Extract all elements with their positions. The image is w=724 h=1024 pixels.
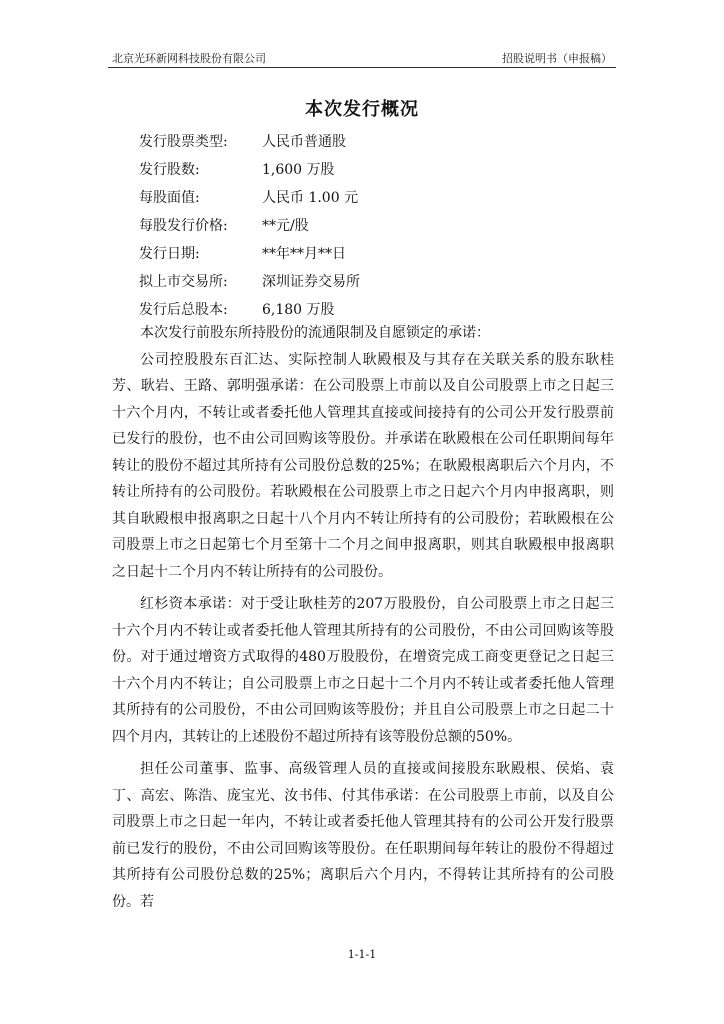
info-label: 发行股数: [139, 162, 200, 178]
executives-commitment-paragraph: 担任公司董事、监事、高级管理人员的直接或间接股东耿殿根、侯焰、袁丁、高宏、陈浩、庞宝光、汝书伟、付其伟承诺：在公司股票上市前，以及自公司股票上市之日起一年内，不转让或者委托他人管理其持有的公司公开发行股票前已发行的股份，不由公司回购该等股份。在任职期间每年转让的股份不得超过其所持有公司股份总数的25%；离职后六个月内，不得转让其所持有的公司股份。若 [112, 761, 614, 910]
info-value: 人民币 1.00 元 [262, 190, 359, 206]
info-row-par-value [139, 184, 589, 212]
info-row-stock-type [139, 128, 589, 156]
info-row-issue-price [139, 212, 589, 240]
lockup-intro-paragraph: 本次发行前股东所持股份的流通限制及自愿锁定的承诺： [140, 325, 490, 341]
info-value: 深圳证券交易所 [262, 274, 360, 290]
info-label: 发行股票类型: [139, 134, 228, 150]
page-title: 本次发行概况 [305, 99, 419, 120]
controlling-shareholder-commitment-paragraph: 公司控股股东百汇达、实际控制人耿殿根及与其存在关联关系的股东耿桂芳、耿岩、王路、郭明强承诺：在公司股票上市前以及自公司股票上市之日起三十六个月内，不转让或者委托他人管理其直接或间接持有的公司公开发行股票前已发行的股份，也不由公司回购该等股份。并承诺在耿殿根在公司任职期间每年转让的股份不超过其所持有公司股份总数的25%；在耿殿根离职后六个月内，不转让所持有的公司股份。若耿殿根在公司股票上市之日起六个月内申报离职，则其自耿殿根申报离职之日起十八个月内不转让所持有的公司股份；若耿殿根在公司股票上市之日起第七个月至第十二个月之间申报离职，则其自耿殿根申报离职之日起十二个月内不转让所持有的公司股份。 [112, 351, 614, 580]
info-row-exchange [139, 268, 589, 296]
info-value: 人民币普通股 [262, 134, 346, 150]
info-label: 发行后总股本: [139, 302, 228, 318]
header-document-type: 招股说明书（申报稿） [502, 52, 612, 65]
info-label: 每股发行价格: [139, 218, 228, 234]
info-value: 6,180 万股 [262, 302, 335, 318]
page-number: 1-1-1 [347, 948, 377, 961]
info-label: 拟上市交易所: [139, 274, 228, 290]
info-row-issue-date [139, 240, 589, 268]
info-value: **年**月**日 [262, 246, 346, 262]
info-value: 1,600 万股 [262, 162, 335, 178]
info-value: **元/股 [262, 218, 309, 234]
sequoia-capital-commitment-paragraph: 红杉资本承诺：对于受让耿桂芳的207万股股份，自公司股票上市之日起三十六个月内不转让或者委托他人管理其所持有的公司股份，不由公司回购该等股份。对于通过增资方式取得的480万股股份，在增资完成工商变更登记之日起三十六个月内不转让；自公司股票上市之日起十二个月内不转让或者委托他人管理其所持有的公司股份，不由公司回购该等股份；并且自公司股票上市之日起二十四个月内，其转让的上述股份不超过所持有该等股份总额的50%。 [112, 596, 614, 745]
info-label: 每股面值: [139, 190, 200, 206]
lockup-commitments-section [112, 320, 614, 921]
header-divider [108, 67, 616, 68]
header-company-name: 北京光环新网科技股份有限公司 [112, 52, 266, 65]
page-header [108, 50, 616, 66]
info-row-shares-issued [139, 156, 589, 184]
offering-info-list [139, 128, 589, 324]
info-label: 发行日期: [139, 246, 200, 262]
